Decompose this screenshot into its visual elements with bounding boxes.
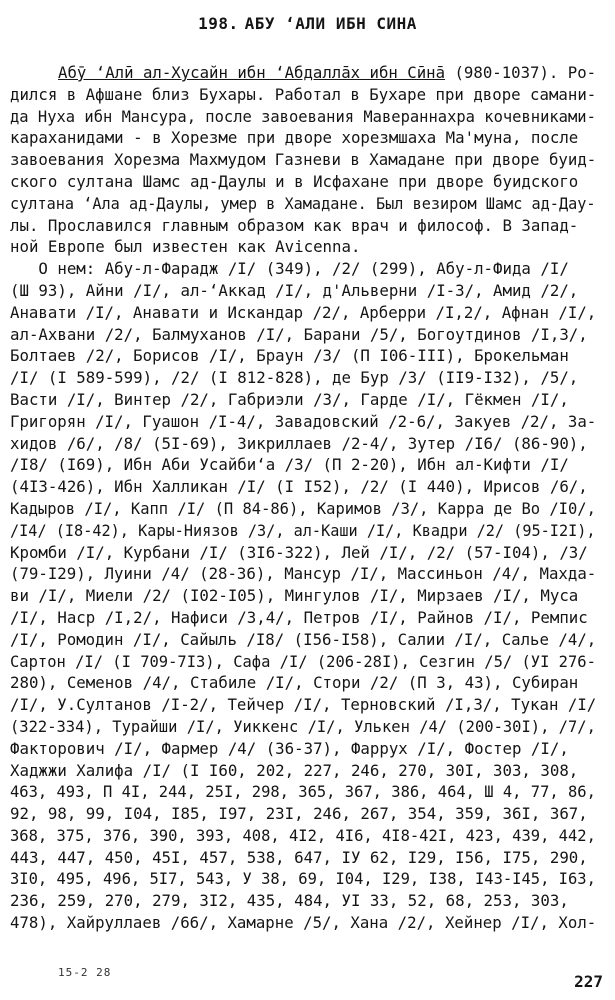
article-title [0,14,615,33]
text-line: /I/, У.Султанов /I-2/, Тейчер /I/, Терновский /I,3/, Тукан /I/ [10,695,597,715]
text-line: /I8/ (I69), Ибн Аби Усайбиʻа /3/ (П 2-20), Ибн ал-Кифти /I/ [10,455,569,475]
text-line: 478), Хайруллаев /66/, Хамарне /5/, Хана /2/, Хейнер /I/, Хол- [10,913,597,933]
article-heading: АБУ ʻАЛИ ИБН СИНА [244,14,417,33]
text-line: Кромби /I/, Курбани /I/ (3I6-322), Лей /I/, /2/ (57-I04), /3/ [10,542,588,562]
text-line: ского султана Шамс ад-Даулы и в Исфахане при дворе буидского [10,171,579,191]
first-line [58,62,595,84]
text-line: /I4/ (I8-42), Кары-Ниязов /3/, ал-Каши /I/, Квадри /2/ (95-I2I), [10,520,596,540]
text-line: 280), Семенов /4/, Стабиле /I/, Стори /2/ (П 3, 43), Субиран [10,673,579,693]
text-line: (4I3-426), Ибн Халликан /I/ (I I52), /2/ (I 440), Ирисов /6/, [10,477,588,497]
text-line: Сартон /I/ (I 709-7I3), Сафа /I/ (206-28I), Сезгин /5/ (УI 276- [10,651,596,671]
text-line: (980-1037). Ро- [445,63,597,82]
article-number: 198. [198,14,239,33]
text-line: ви /I/, Миели /2/ (I02-I05), Мингулов /I/, Мирзаев /I/, Муса [10,586,579,606]
text-line: дился в Афшане близ Бухары. Работал в Бухаре при дворе самани- [10,84,597,104]
text-line: Анавати /I/, Анавати и Искандар /2/, Арберри /I,2/, Афнан /I/, [10,302,597,322]
text-line: ал-Ахвани /2/, Балмуханов /I/, Барани /5/, Богоутдинов /I,3/, [10,324,588,344]
text-line: Факторович /I/, Фармер /4/ (36-37), Фаррух /I/, Фостер /I/, [10,738,569,758]
article-body [10,62,606,934]
text-line: /I/, Наср /I,2/, Нафиси /3,4/, Петров /I/, Райнов /I/, Ремпис [10,607,588,627]
text-line: (79-I29), Луини /4/ (28-36), Мансур /I/, Массиньон /4/, Махда- [10,564,597,584]
lead-name: Абӯ ʻАлӣ ал-Хусайн ибн ʻАбдаллāх ибн Сӣнā [58,63,446,82]
text-line: 368, 375, 376, 390, 393, 408, 4I2, 4I6, 4I8-42I, 423, 439, 442, [10,825,596,845]
text-line: Болтаев /2/, Борисов /I/, Браун /3/ (П I06-III), Брокельман [10,346,569,366]
text-line: 463, 493, П 4I, 244, 25I, 298, 365, 367, 386, 464, Ш 4, 77, 86, [10,782,596,802]
text-line: Хаджжи Халифа /I/ (I I60, 202, 227, 246, 270, 30I, 303, 308, [10,760,579,780]
text-line: /I/, Ромодин /I/, Сайыль /I8/ (I56-I58), Салии /I/, Салье /4/, [10,629,597,649]
text-line: караханидами - в Хорезме при дворе хорезмшаха Ма'муна, после [10,128,579,148]
text-line: (322-334), Турайши /I/, Уиккенс /I/, Улькен /4/ (200-30I), /7/, [10,716,596,736]
text-line: завоевания Хорезма Махмудом Газневи в Хамадане при дворе буид- [10,150,597,170]
text-line: лы. Прославился главным образом как врач и философ. В Запад- [10,215,579,235]
text-line: Васти /I/, Винтер /2/, Габриэли /3/, Гарде /I/, Гёкмен /I/, [10,389,569,409]
text-line: /I/ (I 589-599), /2/ (I 812-828), де Бур /3/ (II9-I32), /5/, [10,368,579,388]
text-line: султана ʻАла ад-Даулы, умер в Хамадане. Был везиром Шамс ад-Дау- [10,193,596,213]
text-line: О нем: Абу-л-Фарадж /I/ (349), /2/ (299), Абу-л-Фида /I/ [10,259,569,279]
text-line: да Нуха ибн Мансура, после завоевания Мавераннахра кочевниками- [10,106,596,126]
text-line: 3I0, 495, 496, 5I7, 543, У 38, 69, I04, I29, I38, I43-I45, I63, [10,869,596,889]
text-line: 443, 447, 450, 45I, 457, 538, 647, IУ 62, I29, I56, I75, 290, [10,847,588,867]
text-line: 236, 259, 270, 279, 3I2, 435, 484, УI 33, 52, 68, 253, 303, [10,891,569,911]
text-line: (Ш 93), Айни /I/, ал-ʻАккад /I/, д'Альверни /I-3/, Амид /2/, [10,280,579,300]
page-number: 227 [574,972,603,991]
text-line: Кадыров /I/, Капп /I/ (П 84-86), Каримов /3/, Карра де Во /I0/, [10,498,596,518]
text-line: хидов /6/, /8/ (5I-69), Зикриллаев /2-4/, Зутер /I6/ (86-90), [10,433,588,453]
text-line: Григорян /I/, Гуашон /I-4/, Завадовский /2-6/, Закуев /2/, За- [10,411,597,431]
print-signature: 15-2 28 [58,966,112,979]
text-line: 92, 98, 99, I04, I85, I97, 23I, 246, 267, 354, 359, 36I, 367, [10,804,588,824]
text-line: ной Европе был известен как Avicenna. [10,237,361,257]
